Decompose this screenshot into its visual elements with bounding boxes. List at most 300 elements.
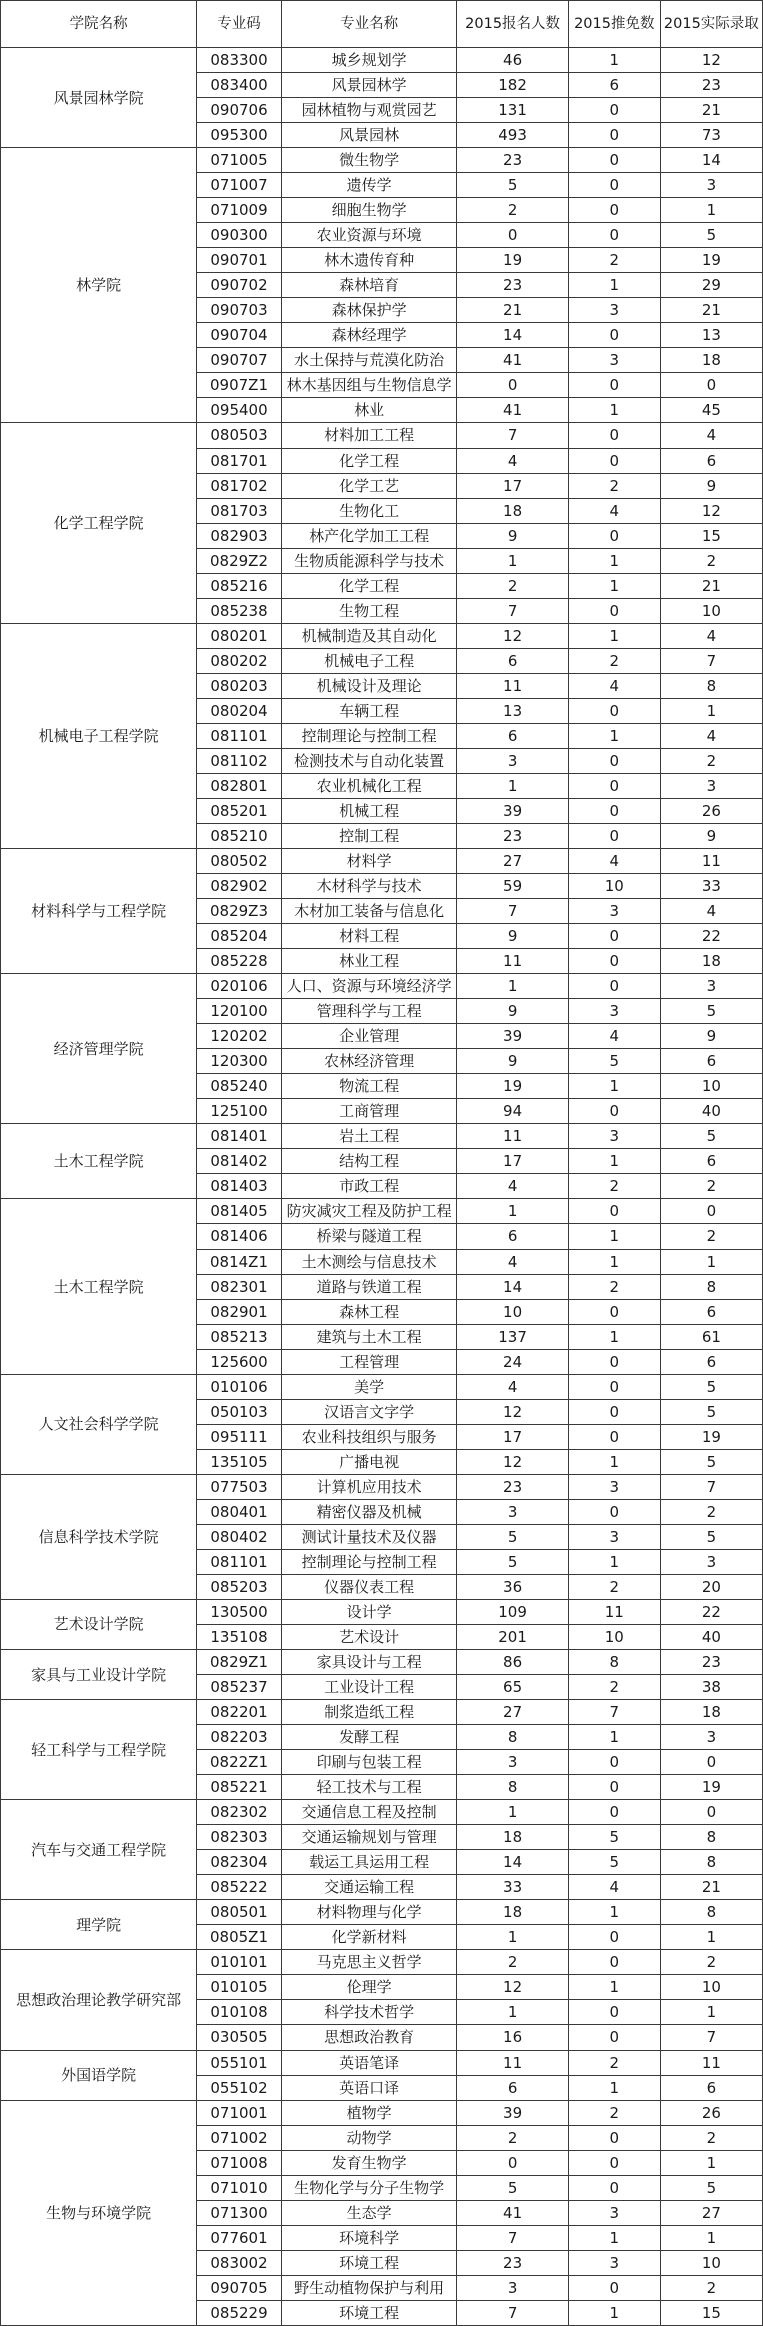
admitted: 2 — [660, 548, 762, 573]
exempted: 10 — [568, 874, 660, 899]
table-row — [1, 849, 763, 874]
exempted: 0 — [568, 2275, 660, 2300]
major-name: 机械电子工程 — [281, 648, 457, 673]
admitted: 5 — [660, 1124, 762, 1149]
major-name: 制浆造纸工程 — [281, 1700, 457, 1725]
applicants: 6 — [457, 1224, 569, 1249]
exempted: 0 — [568, 1424, 660, 1449]
exempted: 0 — [568, 1399, 660, 1424]
applicants: 11 — [457, 2050, 569, 2075]
major-name: 精密仪器及机械 — [281, 1499, 457, 1524]
admitted: 5 — [660, 1374, 762, 1399]
admitted: 18 — [660, 949, 762, 974]
applicants: 41 — [457, 348, 569, 373]
admitted: 1 — [660, 2150, 762, 2175]
major-code: 083002 — [197, 2250, 282, 2275]
exempted: 8 — [568, 1650, 660, 1675]
exempted: 3 — [568, 999, 660, 1024]
applicants: 201 — [457, 1624, 569, 1649]
header-row — [1, 1, 763, 48]
college-name: 艺术设计学院 — [1, 1599, 197, 1649]
applicants: 12 — [457, 1449, 569, 1474]
table-row — [1, 1900, 763, 1925]
applicants: 14 — [457, 323, 569, 348]
exempted: 0 — [568, 748, 660, 773]
exempted: 1 — [568, 573, 660, 598]
applicants: 11 — [457, 1124, 569, 1149]
major-name: 化学工艺 — [281, 473, 457, 498]
exempted: 10 — [568, 1624, 660, 1649]
major-code: 0822Z1 — [197, 1750, 282, 1775]
major-code: 081701 — [197, 448, 282, 473]
applicants: 5 — [457, 173, 569, 198]
exempted: 0 — [568, 148, 660, 173]
applicants: 0 — [457, 373, 569, 398]
table-row — [1, 1199, 763, 1224]
exempted: 0 — [568, 1775, 660, 1800]
exempted: 3 — [568, 899, 660, 924]
major-name: 发育生物学 — [281, 2150, 457, 2175]
exempted: 2 — [568, 1174, 660, 1199]
applicants: 5 — [457, 1524, 569, 1549]
exempted: 1 — [568, 723, 660, 748]
major-code: 135108 — [197, 1624, 282, 1649]
applicants: 13 — [457, 698, 569, 723]
applicants: 2 — [457, 198, 569, 223]
exempted: 6 — [568, 73, 660, 98]
applicants: 39 — [457, 1024, 569, 1049]
applicants: 0 — [457, 223, 569, 248]
major-code: 080501 — [197, 1900, 282, 1925]
major-code: 010101 — [197, 1950, 282, 1975]
college-name: 生物与环境学院 — [1, 2100, 197, 2325]
college-name: 土木工程学院 — [1, 1124, 197, 1199]
applicants: 1 — [457, 773, 569, 798]
exempted: 0 — [568, 523, 660, 548]
applicants: 2 — [457, 573, 569, 598]
applicants: 2 — [457, 1950, 569, 1975]
major-name: 发酵工程 — [281, 1725, 457, 1750]
admitted: 9 — [660, 823, 762, 848]
major-name: 城乡规划学 — [281, 48, 457, 73]
applicants: 131 — [457, 98, 569, 123]
major-code: 090706 — [197, 98, 282, 123]
major-name: 美学 — [281, 1374, 457, 1399]
exempted: 0 — [568, 1925, 660, 1950]
major-code: 030505 — [197, 2025, 282, 2050]
major-code: 080201 — [197, 623, 282, 648]
major-code: 080502 — [197, 849, 282, 874]
exempted: 0 — [568, 1099, 660, 1124]
applicants: 8 — [457, 1725, 569, 1750]
exempted: 5 — [568, 1049, 660, 1074]
table-row — [1, 623, 763, 648]
major-name: 农业资源与环境 — [281, 223, 457, 248]
admitted: 0 — [660, 1750, 762, 1775]
exempted: 0 — [568, 1199, 660, 1224]
admitted: 19 — [660, 1775, 762, 1800]
table-row — [1, 1800, 763, 1825]
exempted: 1 — [568, 1975, 660, 2000]
applicants: 9 — [457, 924, 569, 949]
major-code: 085238 — [197, 598, 282, 623]
major-name: 遗传学 — [281, 173, 457, 198]
exempted: 1 — [568, 1725, 660, 1750]
admitted: 11 — [660, 849, 762, 874]
table-row — [1, 974, 763, 999]
major-code: 082302 — [197, 1800, 282, 1825]
applicants: 182 — [457, 73, 569, 98]
exempted: 0 — [568, 98, 660, 123]
exempted: 0 — [568, 924, 660, 949]
exempted: 3 — [568, 1124, 660, 1149]
applicants: 5 — [457, 2175, 569, 2200]
major-name: 风景园林 — [281, 123, 457, 148]
applicants: 59 — [457, 874, 569, 899]
major-code: 085222 — [197, 1875, 282, 1900]
exempted: 0 — [568, 949, 660, 974]
admitted: 21 — [660, 98, 762, 123]
applicants: 2 — [457, 2125, 569, 2150]
major-name: 轻工技术与工程 — [281, 1775, 457, 1800]
applicants: 493 — [457, 123, 569, 148]
applicants: 18 — [457, 498, 569, 523]
major-name: 森林工程 — [281, 1299, 457, 1324]
admitted: 26 — [660, 798, 762, 823]
exempted: 0 — [568, 698, 660, 723]
major-code: 081101 — [197, 723, 282, 748]
exempted: 7 — [568, 1700, 660, 1725]
major-code: 085240 — [197, 1074, 282, 1099]
major-code: 077601 — [197, 2225, 282, 2250]
major-code: 082201 — [197, 1700, 282, 1725]
exempted: 11 — [568, 1599, 660, 1624]
admitted: 3 — [660, 1549, 762, 1574]
college-name: 轻工科学与工程学院 — [1, 1700, 197, 1800]
major-code: 085210 — [197, 823, 282, 848]
table-row — [1, 1124, 763, 1149]
table-row — [1, 1599, 763, 1624]
major-name: 生物化工 — [281, 498, 457, 523]
applicants: 21 — [457, 298, 569, 323]
major-name: 化学工程 — [281, 448, 457, 473]
admitted: 10 — [660, 1074, 762, 1099]
applicants: 4 — [457, 448, 569, 473]
admitted: 12 — [660, 48, 762, 73]
major-name: 环境工程 — [281, 2300, 457, 2325]
exempted: 0 — [568, 773, 660, 798]
college-name: 土木工程学院 — [1, 1199, 197, 1374]
table-row — [1, 48, 763, 73]
exempted: 2 — [568, 2050, 660, 2075]
applicants: 1 — [457, 974, 569, 999]
exempted: 3 — [568, 1474, 660, 1499]
major-code: 120100 — [197, 999, 282, 1024]
admitted: 26 — [660, 2100, 762, 2125]
admitted: 1 — [660, 2000, 762, 2025]
exempted: 4 — [568, 498, 660, 523]
exempted: 1 — [568, 1449, 660, 1474]
college-name: 汽车与交通工程学院 — [1, 1800, 197, 1900]
exempted: 3 — [568, 1524, 660, 1549]
admitted: 0 — [660, 1199, 762, 1224]
major-name: 汉语言文字学 — [281, 1399, 457, 1424]
major-name: 马克思主义哲学 — [281, 1950, 457, 1975]
applicants: 1 — [457, 1925, 569, 1950]
major-name: 仪器仪表工程 — [281, 1574, 457, 1599]
exempted: 2 — [568, 648, 660, 673]
major-code: 080401 — [197, 1499, 282, 1524]
major-name: 管理科学与工程 — [281, 999, 457, 1024]
major-name: 科学技术哲学 — [281, 2000, 457, 2025]
major-code: 077503 — [197, 1474, 282, 1499]
applicants: 9 — [457, 999, 569, 1024]
major-name: 印刷与包装工程 — [281, 1750, 457, 1775]
admitted: 38 — [660, 1675, 762, 1700]
applicants: 3 — [457, 748, 569, 773]
admitted: 5 — [660, 1399, 762, 1424]
admitted: 4 — [660, 423, 762, 448]
exempted: 1 — [568, 1074, 660, 1099]
admitted: 3 — [660, 974, 762, 999]
exempted: 2 — [568, 473, 660, 498]
applicants: 18 — [457, 1900, 569, 1925]
admitted: 7 — [660, 648, 762, 673]
admitted: 19 — [660, 248, 762, 273]
applicants: 3 — [457, 1499, 569, 1524]
major-code: 081702 — [197, 473, 282, 498]
admitted: 6 — [660, 1049, 762, 1074]
major-name: 木材科学与技术 — [281, 874, 457, 899]
admitted: 4 — [660, 623, 762, 648]
applicants: 5 — [457, 1549, 569, 1574]
applicants: 6 — [457, 2075, 569, 2100]
admitted: 19 — [660, 1424, 762, 1449]
admitted: 2 — [660, 1224, 762, 1249]
major-name: 生物工程 — [281, 598, 457, 623]
admitted: 22 — [660, 924, 762, 949]
admitted: 6 — [660, 2075, 762, 2100]
admitted: 6 — [660, 448, 762, 473]
major-name: 工业设计工程 — [281, 1675, 457, 1700]
applicants: 12 — [457, 1399, 569, 1424]
applicants: 1 — [457, 1199, 569, 1224]
major-code: 082304 — [197, 1850, 282, 1875]
admitted: 5 — [660, 2175, 762, 2200]
major-code: 085201 — [197, 798, 282, 823]
college-name: 经济管理学院 — [1, 974, 197, 1124]
exempted: 4 — [568, 673, 660, 698]
major-name: 家具设计与工程 — [281, 1650, 457, 1675]
admitted: 1 — [660, 2225, 762, 2250]
applicants: 10 — [457, 1299, 569, 1324]
major-code: 080202 — [197, 648, 282, 673]
applicants: 7 — [457, 598, 569, 623]
major-code: 082301 — [197, 1274, 282, 1299]
applicants: 9 — [457, 523, 569, 548]
applicants: 39 — [457, 798, 569, 823]
applicants: 27 — [457, 849, 569, 874]
major-code: 0829Z3 — [197, 899, 282, 924]
admitted: 1 — [660, 198, 762, 223]
exempted: 1 — [568, 2300, 660, 2325]
applicants: 17 — [457, 1424, 569, 1449]
admitted: 3 — [660, 1725, 762, 1750]
major-name: 英语口译 — [281, 2075, 457, 2100]
major-name: 林木基因组与生物信息学 — [281, 373, 457, 398]
major-code: 050103 — [197, 1399, 282, 1424]
admitted: 9 — [660, 473, 762, 498]
admitted: 2 — [660, 1950, 762, 1975]
major-name: 机械设计及理论 — [281, 673, 457, 698]
major-name: 载运工具运用工程 — [281, 1850, 457, 1875]
exempted: 5 — [568, 1825, 660, 1850]
major-code: 082801 — [197, 773, 282, 798]
major-name: 控制理论与控制工程 — [281, 1549, 457, 1574]
major-code: 082902 — [197, 874, 282, 899]
exempted: 1 — [568, 1224, 660, 1249]
major-name: 控制工程 — [281, 823, 457, 848]
admitted: 4 — [660, 723, 762, 748]
admitted: 73 — [660, 123, 762, 148]
major-code: 071009 — [197, 198, 282, 223]
major-name: 检测技术与自动化装置 — [281, 748, 457, 773]
applicants: 23 — [457, 2250, 569, 2275]
college-name: 化学工程学院 — [1, 423, 197, 623]
applicants: 19 — [457, 248, 569, 273]
admitted: 2 — [660, 1174, 762, 1199]
exempted: 0 — [568, 1374, 660, 1399]
applicants: 4 — [457, 1374, 569, 1399]
major-code: 080503 — [197, 423, 282, 448]
exempted: 0 — [568, 2150, 660, 2175]
major-name: 防灾减灾工程及防护工程 — [281, 1199, 457, 1224]
exempted: 2 — [568, 2100, 660, 2125]
major-name: 林产化学加工工程 — [281, 523, 457, 548]
major-name: 农业科技组织与服务 — [281, 1424, 457, 1449]
admitted: 29 — [660, 273, 762, 298]
major-name: 微生物学 — [281, 148, 457, 173]
admitted: 0 — [660, 373, 762, 398]
major-name: 材料物理与化学 — [281, 1900, 457, 1925]
admitted: 0 — [660, 1800, 762, 1825]
major-name: 车辆工程 — [281, 698, 457, 723]
major-code: 081406 — [197, 1224, 282, 1249]
exempted: 3 — [568, 2200, 660, 2225]
major-code: 085229 — [197, 2300, 282, 2325]
admitted: 10 — [660, 1975, 762, 2000]
major-name: 风景园林学 — [281, 73, 457, 98]
major-name: 化学工程 — [281, 573, 457, 598]
exempted: 0 — [568, 2175, 660, 2200]
admitted: 33 — [660, 874, 762, 899]
major-code: 090300 — [197, 223, 282, 248]
exempted: 2 — [568, 1274, 660, 1299]
exempted: 0 — [568, 198, 660, 223]
exempted: 2 — [568, 248, 660, 273]
major-name: 林木遗传育种 — [281, 248, 457, 273]
major-name: 环境科学 — [281, 2225, 457, 2250]
admitted: 23 — [660, 73, 762, 98]
exempted: 0 — [568, 1299, 660, 1324]
major-code: 0814Z1 — [197, 1249, 282, 1274]
admitted: 12 — [660, 498, 762, 523]
table-row — [1, 2050, 763, 2075]
applicants: 3 — [457, 2275, 569, 2300]
major-name: 动物学 — [281, 2125, 457, 2150]
exempted: 1 — [568, 2075, 660, 2100]
applicants: 1 — [457, 548, 569, 573]
applicants: 7 — [457, 423, 569, 448]
major-code: 0805Z1 — [197, 1925, 282, 1950]
major-code: 080203 — [197, 673, 282, 698]
major-code: 090704 — [197, 323, 282, 348]
major-name: 林业 — [281, 398, 457, 423]
major-code: 083300 — [197, 48, 282, 73]
exempted: 0 — [568, 173, 660, 198]
table-row — [1, 1950, 763, 1975]
applicants: 12 — [457, 623, 569, 648]
major-code: 090707 — [197, 348, 282, 373]
exempted: 0 — [568, 448, 660, 473]
exempted: 0 — [568, 323, 660, 348]
admitted: 15 — [660, 523, 762, 548]
exempted: 1 — [568, 1324, 660, 1349]
applicants: 8 — [457, 1775, 569, 1800]
admitted: 7 — [660, 1474, 762, 1499]
major-name: 园林植物与观赏园艺 — [281, 98, 457, 123]
applicants: 94 — [457, 1099, 569, 1124]
major-name: 材料工程 — [281, 924, 457, 949]
exempted: 0 — [568, 1800, 660, 1825]
header-exempted: 2015推免数 — [568, 1, 660, 48]
admitted: 2 — [660, 748, 762, 773]
major-code: 125600 — [197, 1349, 282, 1374]
admitted: 2 — [660, 2275, 762, 2300]
applicants: 14 — [457, 1274, 569, 1299]
admitted: 45 — [660, 398, 762, 423]
exempted: 0 — [568, 2000, 660, 2025]
admitted: 5 — [660, 223, 762, 248]
admitted: 1 — [660, 1925, 762, 1950]
major-name: 艺术设计 — [281, 1624, 457, 1649]
header-admitted: 2015实际录取 — [660, 1, 762, 48]
major-name: 化学新材料 — [281, 1925, 457, 1950]
table-row — [1, 1700, 763, 1725]
major-code: 083400 — [197, 73, 282, 98]
major-name: 人口、资源与环境经济学 — [281, 974, 457, 999]
major-name: 工程管理 — [281, 1349, 457, 1374]
major-code: 082903 — [197, 523, 282, 548]
major-code: 010106 — [197, 1374, 282, 1399]
major-name: 建筑与土木工程 — [281, 1324, 457, 1349]
applicants: 16 — [457, 2025, 569, 2050]
major-name: 工商管理 — [281, 1099, 457, 1124]
major-name: 生态学 — [281, 2200, 457, 2225]
applicants: 6 — [457, 648, 569, 673]
admitted: 14 — [660, 148, 762, 173]
major-code: 081405 — [197, 1199, 282, 1224]
major-name: 生物质能源科学与技术 — [281, 548, 457, 573]
applicants: 24 — [457, 1349, 569, 1374]
exempted: 1 — [568, 48, 660, 73]
major-code: 071005 — [197, 148, 282, 173]
table-body — [1, 48, 763, 2326]
major-name: 材料加工工程 — [281, 423, 457, 448]
exempted: 0 — [568, 1349, 660, 1374]
major-code: 085204 — [197, 924, 282, 949]
major-code: 081403 — [197, 1174, 282, 1199]
